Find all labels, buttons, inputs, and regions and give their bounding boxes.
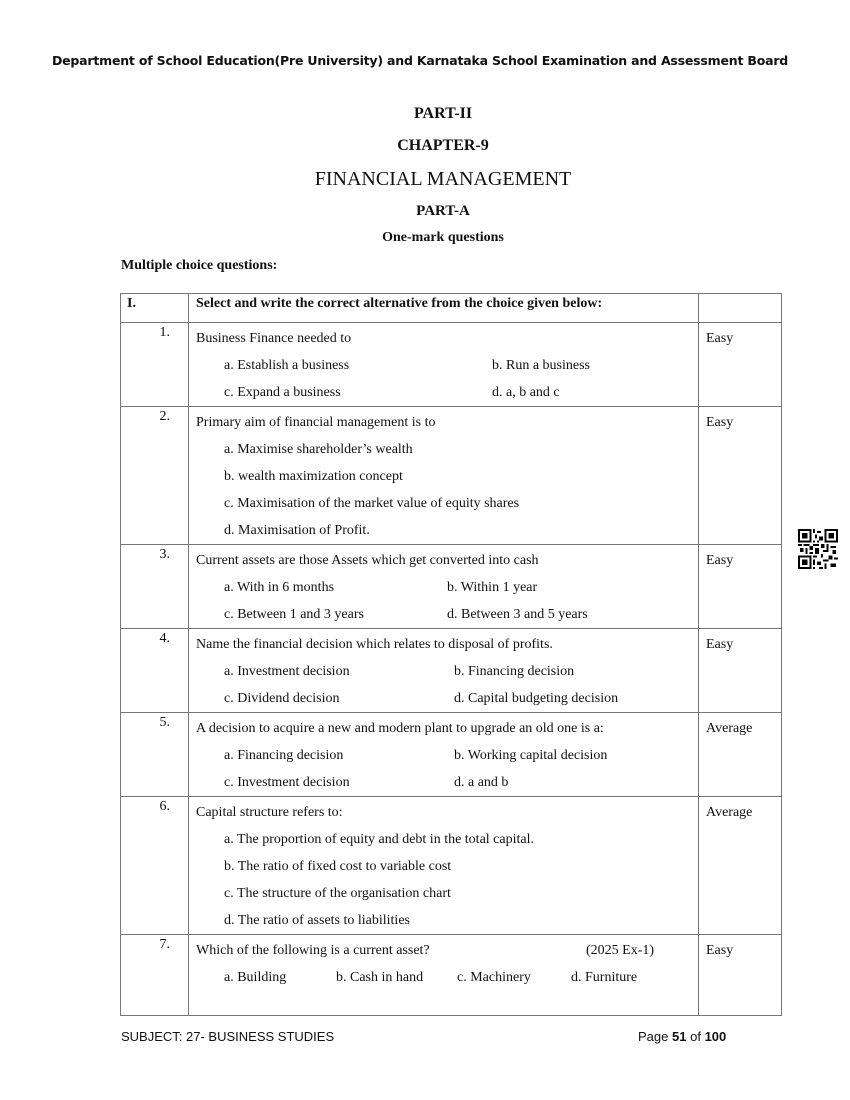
option-b: b. Cash in hand (336, 970, 424, 985)
difficulty-level: Easy (699, 323, 782, 407)
question-text: A decision to acquire a new and modern plant to upgrade an old one is a: (196, 721, 604, 736)
option-b: b. wealth maximization concept (224, 469, 403, 484)
options-row (196, 352, 698, 379)
question-text: Which of the following is a current asset? (196, 943, 430, 958)
option-a: a. Building (224, 970, 287, 985)
question-number: 6. (121, 797, 189, 935)
part-title: PART-II (413, 105, 473, 122)
question-number: 1. (121, 323, 189, 407)
option-c: c. Maximisation of the market value of equity shares (224, 496, 520, 511)
option-d: d. Maximisation of Profit. (224, 523, 370, 538)
table-header-row (121, 294, 782, 323)
option-d: d. a, b and c (492, 385, 560, 400)
of-word: of (690, 1029, 701, 1044)
options-row (196, 379, 698, 406)
question-cell (189, 629, 699, 713)
option-b: b. Financing decision (454, 664, 575, 679)
option-d: d. The ratio of assets to liabilities (224, 913, 410, 928)
table-row (121, 407, 782, 545)
option-c: c. Machinery (457, 970, 531, 985)
board-header: Department of School Education(Pre University) and Karnataka School Examination and Assessment Board (51, 53, 789, 68)
option-a: a. With in 6 months (224, 580, 335, 595)
instruction: Select and write the correct alternative from the choice given below: (189, 294, 699, 323)
options-row (196, 769, 698, 796)
options-row (196, 742, 698, 769)
option-d: d. Capital budgeting decision (454, 691, 619, 706)
footer-subject: SUBJECT: 27- BUSINESS STUDIES (121, 1029, 335, 1044)
question-cell (189, 713, 699, 797)
difficulty-level: Easy (699, 545, 782, 629)
option-b: b. Working capital decision (454, 748, 608, 763)
options-row (196, 658, 698, 685)
table-row (121, 713, 782, 797)
option-c: c. Dividend decision (224, 691, 340, 706)
option-a: a. Establish a business (224, 358, 350, 373)
difficulty-level: Easy (699, 629, 782, 713)
difficulty-level: Average (699, 713, 782, 797)
difficulty-level: Average (699, 797, 782, 935)
question-line (196, 937, 698, 964)
question-number: 7. (121, 935, 189, 1016)
options-row (196, 685, 698, 712)
difficulty-level: Easy (699, 407, 782, 545)
option-c: c. Expand a business (224, 385, 341, 400)
option-a: a. The proportion of equity and debt in the total capital. (224, 832, 534, 847)
option-c: c. Between 1 and 3 years (224, 607, 364, 622)
options-row (196, 601, 698, 628)
option-a: a. Financing decision (224, 748, 344, 763)
page-word: Page (638, 1029, 669, 1044)
question-cell (189, 797, 699, 935)
question-number: 2. (121, 407, 189, 545)
question-type: One-mark questions (382, 230, 504, 245)
question-text: Name the financial decision which relates to disposal of profits. (196, 637, 553, 652)
options-row (196, 964, 698, 991)
options-row (196, 574, 698, 601)
table-row (121, 629, 782, 713)
qr-code-icon (798, 529, 838, 569)
question-text: Business Finance needed to (196, 331, 352, 346)
question-cell (189, 407, 699, 545)
difficulty-level: Easy (699, 935, 782, 1016)
option-b: b. Run a business (492, 358, 590, 373)
question-text: Capital structure refers to: (196, 805, 343, 820)
table-row (121, 323, 782, 407)
option-d: d. Furniture (571, 970, 638, 985)
question-number: 4. (121, 629, 189, 713)
option-d: d. Between 3 and 5 years (447, 607, 588, 622)
questions-table (120, 293, 782, 1016)
option-c: c. Investment decision (224, 775, 350, 790)
question-cell (189, 935, 699, 1016)
roman-numeral: I. (121, 294, 189, 323)
page-total: 100 (704, 1029, 727, 1044)
footer-page-number (638, 1029, 726, 1044)
page-current: 51 (672, 1029, 687, 1044)
option-a: a. Investment decision (224, 664, 350, 679)
table-row (121, 545, 782, 629)
question-text: Primary aim of financial management is to (196, 415, 436, 430)
section-title: PART-A (416, 203, 470, 219)
question-number: 5. (121, 713, 189, 797)
question-cell (189, 545, 699, 629)
question-number: 3. (121, 545, 189, 629)
option-c: c. The structure of the organisation chart (224, 886, 451, 901)
question-cell (189, 323, 699, 407)
table-row (121, 935, 782, 1016)
chapter-title: CHAPTER-9 (397, 137, 489, 154)
exam-tag: (2025 Ex-1) (586, 943, 655, 958)
option-d: d. a and b (454, 775, 509, 790)
option-a: a. Maximise shareholder’s wealth (224, 442, 413, 457)
option-b: b. The ratio of fixed cost to variable cost (224, 859, 452, 874)
option-b: b. Within 1 year (447, 580, 538, 595)
chapter-name: FINANCIAL MANAGEMENT (314, 168, 572, 190)
question-text: Current assets are those Assets which get converted into cash (196, 553, 539, 568)
mcq-label: Multiple choice questions: (121, 258, 278, 273)
table-row (121, 797, 782, 935)
level-header (699, 294, 782, 323)
